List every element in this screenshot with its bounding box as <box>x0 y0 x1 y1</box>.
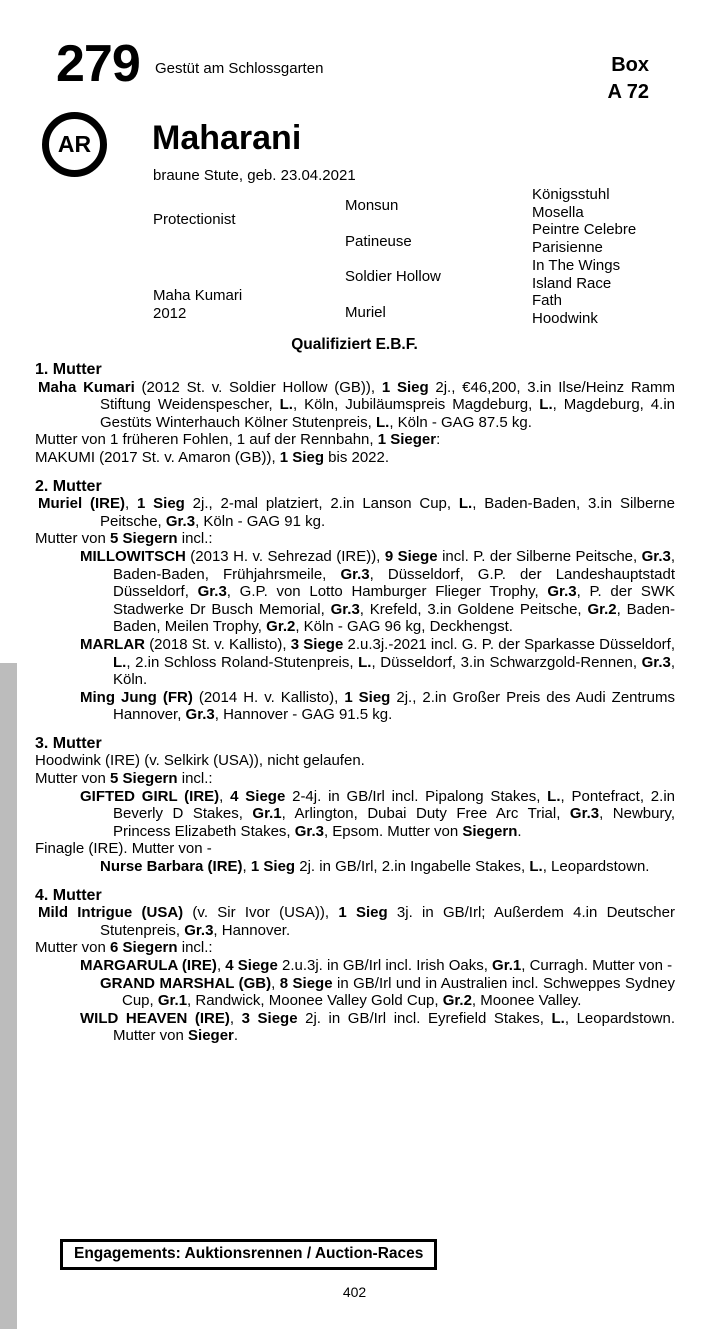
box-number: A 72 <box>607 81 649 103</box>
pedigree-sire: Protectionist <box>153 211 236 228</box>
pedigree-paragraph: Hoodwink (IRE) (v. Selkirk (USA)), nicht gelaufen. <box>35 752 365 770</box>
pedigree-dam-year: 2012 <box>153 304 187 322</box>
pedigree-great-grandparent: Island Race <box>532 274 612 292</box>
pedigree-sections <box>35 361 675 1045</box>
section-heading: 3. Mutter <box>35 734 102 752</box>
pedigree-paragraph: Mutter von 5 Siegern incl.: <box>35 770 213 788</box>
pedigree-paragraph: Ming Jung (FR) (2014 H. v. Kallisto), 1 Sieg 2j., 2.in Großer Preis des Audi Zentrums Hannover, Gr.3, Hannover - GAG 91.5 kg. <box>80 688 676 724</box>
pedigree-paragraph: Muriel (IRE), 1 Sieg 2j., 2-mal platziert, 2.in Lanson Cup, L., Baden-Baden, 3.in Silberne Peitsche, Gr.3, Köln - GAG 91 kg. <box>38 495 675 530</box>
horse-details: braune Stute, geb. 23.04.2021 <box>153 167 356 184</box>
pedigree-paragraph: WILD HEAVEN (IRE), 3 Siege 2j. in GB/Irl incl. Eyrefield Stakes, L., Leopardstown. Mutter von Sieger. <box>80 1009 675 1045</box>
pedigree-great-grandparents <box>532 186 636 328</box>
section-heading: 4. Mutter <box>35 886 102 904</box>
margin-strip <box>0 663 17 1329</box>
horse-name: Maharani <box>152 119 302 157</box>
pedigree-great-grandparent: Parisienne <box>532 239 603 257</box>
pedigree-paragraph: MAKUMI (2017 St. v. Amaron (GB)), 1 Sieg bis 2022. <box>35 448 390 466</box>
pedigree-grandsire-1: Monsun <box>345 197 399 214</box>
pedigree-great-grandparent: Fath <box>532 292 563 310</box>
mutter-section <box>35 478 675 724</box>
mutter-section <box>35 361 675 467</box>
pedigree-great-grandparent: Hoodwink <box>532 309 598 327</box>
qualification-note: Qualifiziert E.B.F. <box>291 336 418 353</box>
mutter-section <box>35 887 675 1045</box>
section-heading: 2. Mutter <box>35 477 102 495</box>
pedigree-paragraph: Mild Intrigue (USA) (v. Sir Ivor (USA)), 1 Sieg 3j. in GB/Irl; Außerdem 4.in Deutscher Stutenpreis, Gr.3, Hannover. <box>38 904 675 939</box>
pedigree-great-grandparent: In The Wings <box>532 256 621 274</box>
pedigree-grandsire-2: Soldier Hollow <box>345 268 441 285</box>
pedigree-paragraph: MARGARULA (IRE), 4 Siege 2.u.3j. in GB/Irl incl. Irish Oaks, Gr.1, Curragh. Mutter von - <box>80 957 673 974</box>
box-assignment <box>607 52 649 106</box>
consignor-name: Gestüt am Schlossgarten <box>155 60 324 77</box>
section-heading: 1. Mutter <box>35 361 102 378</box>
pedigree-great-grandparent: Peintre Celebre <box>532 221 637 239</box>
pedigree-great-grandparent: Königsstuhl <box>532 186 610 203</box>
lot-number: 279 <box>56 35 140 93</box>
mutter-section <box>35 735 675 876</box>
pedigree-paragraph: Mutter von 1 früheren Fohlen, 1 auf der Rennbahn, 1 Sieger: <box>35 431 441 449</box>
pedigree-paragraph: Finagle (IRE). Mutter von - <box>35 840 212 858</box>
pedigree-paragraph: Maha Kumari (2012 St. v. Soldier Hollow (GB)), 1 Sieg 2j., €46,200, 3.in Ilse/Heinz Ramm Stiftung Weidenspescher, L., Köln, Jubiläumspreis Magdeburg, L., Magdeburg, 4.in Gestüts Winterhauch Kölner Stutenpreis, L., Köln - GAG 87.5 kg. <box>38 378 675 431</box>
pedigree-paragraph: GIFTED GIRL (IRE), 4 Siege 2-4j. in GB/Irl incl. Pipalong Stakes, L., Pontefract, 2.in Beverly D Stakes, Gr.1, Arlington, Dubai Duty Free Arc Trial, Gr.3, Newbury, Princess Elizabeth Stakes, Gr.3, Epsom. Mutter von Siegern. <box>80 787 676 840</box>
pedigree-paragraph: GRAND MARSHAL (GB), 8 Siege in GB/Irl und in Australien incl. Schweppes Sydney Cup, Gr.1, Randwick, Moonee Valley Gold Cup, Gr.2, Moonee Valley. <box>100 974 676 1010</box>
pedigree-dam-name: Maha Kumari <box>153 287 243 304</box>
pedigree-granddam-2: Muriel <box>345 304 386 321</box>
pedigree-great-grandparent: Mosella <box>532 203 584 221</box>
pedigree-paragraph: MARLAR (2018 St. v. Kallisto), 3 Siege 2.u.3j.-2021 incl. G. P. der Sparkasse Düsseldorf, L., 2.in Schloss Roland-Stutenpreis, L., Düsseldorf, 3.in Schwarzgold-Rennen, Gr.3, Köln. <box>80 635 676 689</box>
pedigree-paragraph: Mutter von 5 Siegern incl.: <box>35 530 213 548</box>
page-number: 402 <box>342 1284 367 1300</box>
pedigree-paragraph: MILLOWITSCH (2013 H. v. Sehrezad (IRE)), 9 Siege incl. P. der Silberne Peitsche, Gr.3, Baden-Baden, Frühjahrsmeile, Gr.3, Düsseldorf, G.P. der Landeshauptstadt Düsseldorf, Gr.3, G.P. von Lotto Hamburger Flieger Trophy, Gr.3, P. der SWK Stadwerke Dr Busch Memorial, Gr.3, Krefeld, 3.in Goldene Peitsche, Gr.2, Baden-Baden, Meilen Trophy, Gr.2, Köln - GAG 96 kg, Deckhengst. <box>80 547 675 636</box>
box-label: Box <box>611 54 649 76</box>
pedigree-granddam-1: Patineuse <box>345 233 412 250</box>
pedigree-dam <box>153 287 242 322</box>
pedigree-paragraph: Mutter von 6 Siegern incl.: <box>35 939 213 957</box>
engagements-box: Engagements: Auktionsrennen / Auction-Races <box>60 1239 437 1270</box>
brand-mark: AR <box>57 131 92 157</box>
brand-circle-icon <box>42 112 107 177</box>
pedigree-paragraph: Nurse Barbara (IRE), 1 Sieg 2j. in GB/Irl, 2.in Ingabelle Stakes, L., Leopardstown. <box>100 858 650 876</box>
